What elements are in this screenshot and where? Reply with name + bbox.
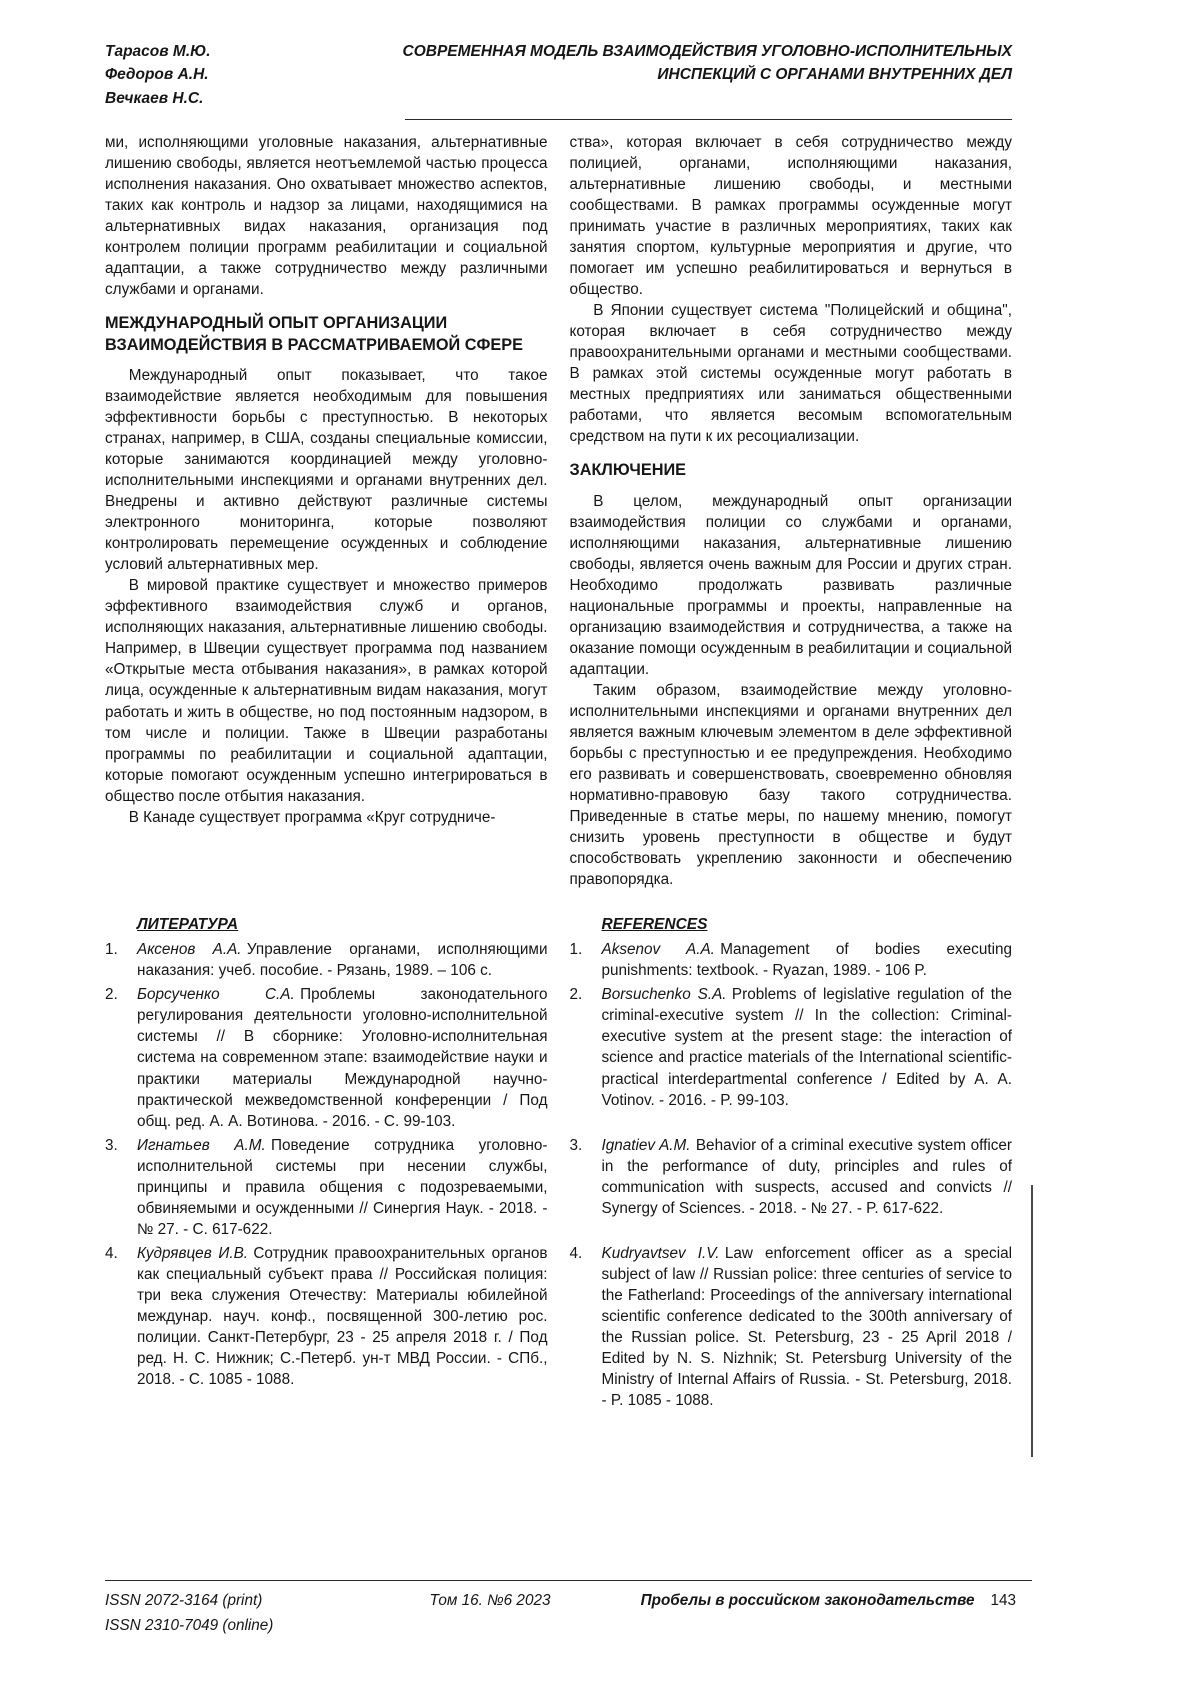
paragraph: В мировой практике существует и множество примеров эффективного взаимодействия служб и органов, исполняющих наказания, альтернативные лишению свободы. Например, в Швеции существует программа под названием «Открытые места отбывания наказания», в рамках которой лица, осужденные к альтернативным видам наказания, могут работать и жить в обществе, но под постоянным надзором, в том числе и полиции. Также в Швеции разработаны программы по реабилитации и социальной адаптации, которые помогают осужденным успешно интегрироваться в общество после отбытия наказания. <box>105 577 548 805</box>
article-title-line: СОВРЕМЕННАЯ МОДЕЛЬ ВЗАИМОДЕЙСТВИЯ УГОЛОВНО-ИСПОЛНИТЕЛЬНЫХ <box>402 43 1012 60</box>
item-author: Игнатьев А.М. <box>137 1136 266 1154</box>
literature-item <box>105 984 548 1131</box>
paragraph: В Японии существует система "Полицейский и община", которая включает в себя сотрудничество между правоохранительными органами и местными сообществами. В рамках этой системы осужденные могут работать в местных предприятиях или заниматься общественными работами, что является весомым вспомогательным средством на пути к их ресоциализации. <box>569 302 1012 446</box>
author-name: Тарасов М.Ю. <box>105 43 211 60</box>
literature-heading: ЛИТЕРАТУРА <box>137 916 239 934</box>
bibliography-row <box>105 1135 1012 1243</box>
page-header <box>105 40 1012 110</box>
references-column <box>570 916 1013 939</box>
journal-name: Пробелы в российском законодательстве <box>640 1592 975 1609</box>
item-citation: Law enforcement officer as a special subject of law // Russian police: three centuries of service to the Fatherland: Proceedings of the anniversary international scientific conference dedicated to the 300th anniversary of the Russian police. St. Petersburg, 23 - 25 April 2018 / Edited by N. S. Nizhnik; St. Petersburg University of the Ministry of Internal Affairs of Russia. - St. Petersburg, 2018. - P. 1085 - 1088. <box>601 1244 1012 1409</box>
footer-rule <box>105 1580 1032 1581</box>
literature-cell <box>105 984 548 1134</box>
reference-item <box>570 1135 1013 1219</box>
reference-item <box>570 984 1013 1110</box>
page-number: 143 <box>990 1592 1016 1609</box>
section-heading-international: МЕЖДУНАРОДНЫЙ ОПЫТ ОРГАНИЗАЦИИ ВЗАИМОДЕЙСТВИЯ В РАССМАТРИВАЕМОЙ СФЕРЕ <box>105 314 523 354</box>
page-footer <box>105 1580 1032 1635</box>
references-cell <box>570 939 1013 984</box>
bibliography-row <box>105 1243 1012 1414</box>
volume-issue: Том 16. №6 2023 <box>429 1592 551 1609</box>
margin-change-bar <box>1031 1185 1033 1457</box>
paragraph: В целом, международный опыт организации взаимодействия полиции со службами и органами, исполняющими наказания, альтернативные лишению свободы, является очень важным для России и других стран. Необходимо продолжать развивать различные национальные программы и проекты, направленные на организацию взаимодействия и сотрудничества, а также на оказание помощи осужденным в реабилитации и социальной адаптации. <box>569 492 1012 678</box>
reference-item <box>570 939 1013 981</box>
item-citation: Management of bodies executing punishments: textbook. - Ryazan, 1989. - 106 P. <box>601 941 1013 980</box>
article-title <box>403 40 1013 87</box>
author-name: Федоров А.Н. <box>105 66 209 84</box>
literature-column <box>105 916 548 939</box>
literature-cell <box>105 1135 548 1243</box>
item-number: 1. <box>569 941 583 959</box>
article-title-line: ИНСПЕКЦИЙ С ОРГАНАМИ ВНУТРЕННИХ ДЕЛ <box>657 66 1012 84</box>
reference-item <box>570 1243 1013 1411</box>
left-column <box>105 132 548 891</box>
literature-item <box>105 1135 548 1240</box>
footer-line-1 <box>105 1592 1032 1610</box>
item-number: 2. <box>569 986 583 1004</box>
journal-name-block <box>605 1592 1016 1610</box>
item-citation: Управление органами, исполняющими наказания: учеб. пособие. - Рязань, 1989. – 106 с. <box>137 941 548 980</box>
item-author: Кудрявцев И.В. <box>137 1244 249 1262</box>
right-column <box>570 132 1013 891</box>
author-name: Вечкаев Н.С. <box>105 89 204 107</box>
item-number: 3. <box>569 1136 583 1154</box>
paragraph: Таким образом, взаимодействие между уголовно-исполнительными инспекциями и органами внутренних дел является важным ключевым элементом в деле эффективной борьбы с преступностью и ее предупреждения. Необходимо его развивать и совершенствовать, своевременно обновляя нормативно-правовую базу такого сотрудничества. Приведенные в статье меры, по нашему мнению, помогут снизить уровень преступности в обществе и будут способствовать укреплению законности и обеспечению правопорядка. <box>569 682 1012 889</box>
item-citation: Problems of legislative regulation of the criminal-executive system // In the collection: Criminal-executive system at the present stage: the interaction of science and practice materials of the International scientific-practical interdepartmental conference / Edited by A. A. Votinov. - 2016. - P. 99-103. <box>601 986 1012 1109</box>
literature-item <box>105 939 548 981</box>
paragraph: Международный опыт показывает, что такое взаимодействие является необходимым для повышения эффективности борьбы с преступностью. В некоторых странах, например, в США, созданы специальные комиссии, которые занимаются координацией между уголовно-исполнительными инспекциями и органами внутренних дел. Внедрены и активно действуют различные системы электронного мониторинга, которые позволяют контролировать перемещение осужденных и соблюдение условий альтернативных мер. <box>105 367 548 574</box>
item-number: 4. <box>569 1244 583 1262</box>
item-citation: Сотрудник правоохранительных органов как специальный субъект права // Российская полиция: три века служения Отечеству: Материалы юбилейной междунар. науч. конф., посвященной 300-летию рос. полиции. Санкт-Петербург, 23 - 25 апреля 2018 г. / Под ред. Н. С. Нижник; С.-Петерб. ун-т МВД России. - СПб., 2018. - С. 1085 - 1088. <box>137 1244 548 1388</box>
item-number: 1. <box>105 941 118 959</box>
item-author: Аксенов А.А. <box>137 941 242 959</box>
section-heading-conclusion: ЗАКЛЮЧЕНИЕ <box>569 461 687 480</box>
item-author: Kudryavtsev I.V. <box>601 1244 720 1262</box>
article-body <box>105 132 1012 891</box>
item-number: 3. <box>105 1136 118 1154</box>
item-author: Борсученко С.А. <box>137 986 295 1004</box>
bibliography-headings-row <box>105 916 1012 939</box>
paragraph: ми, исполняющими уголовные наказания, альтернативные лишению свободы, является неотъемлемой частью процесса исполнения наказания. Оно охватывает множество аспектов, таких как контроль и надзор за лицами, находящимися на альтернативных видах наказания, организация под контролем полиции программ реабилитации и социальной адаптации, а также сотрудничество между различными службами и органами. <box>105 133 548 298</box>
header-rule <box>405 119 1012 120</box>
literature-cell <box>105 939 548 984</box>
item-citation: Поведение сотрудника уголовно-исполнительной системы при несении службы, принципы и правила общения с подозреваемыми, обвиняемыми и осужденными // Синергия Наук. - 2018. - № 27. - С. 617-622. <box>137 1136 548 1238</box>
bibliography-row <box>105 984 1012 1134</box>
authors-block <box>105 40 211 110</box>
literature-item <box>105 1243 548 1390</box>
issn-print: ISSN 2072-3164 (print) <box>105 1592 263 1609</box>
bibliography-section <box>105 916 1012 1414</box>
item-author: Aksenov A.A. <box>601 941 715 959</box>
paragraph: ства», которая включает в себя сотрудничество между полицией, органами, исполняющими наказания, альтернативные лишению свободы, и местными сообществами. В рамках программы осужденные могут принимать участие в различных мероприятиях, таких как занятия спортом, культурные мероприятия и другие, что помогает им успешно реабилитироваться и вернуться в общество. <box>569 133 1012 298</box>
item-number: 4. <box>105 1244 118 1262</box>
item-number: 2. <box>105 986 118 1004</box>
references-cell <box>570 1135 1013 1243</box>
references-heading: REFERENCES <box>601 916 708 934</box>
item-citation: Behavior of a criminal executive system officer in the performance of duty, principles and rules of communication with suspects, accused and convicts // Synergy of Sciences. - 2018. - № 27. - P. 617-622. <box>601 1136 1012 1217</box>
issn-online: ISSN 2310-7049 (online) <box>105 1617 274 1634</box>
bibliography-row <box>105 939 1012 984</box>
references-cell <box>570 1243 1013 1414</box>
references-cell <box>570 984 1013 1134</box>
item-citation: Проблемы законодательного регулирования деятельности уголовно-исполнительной системы // В сборнике: Уголовно-исполнительная система на современном этапе: взаимодействие науки и практики материалы Международной научно-практической межведомственной конференции / Под общ. ред. А. А. Вотинова. - 2016. - С. 99-103. <box>137 986 548 1130</box>
item-author: Borsuchenko S.A. <box>601 986 727 1004</box>
paragraph: В Канаде существует программа «Круг сотрудниче- <box>128 808 496 826</box>
item-author: Ignatiev A.M. <box>601 1136 691 1154</box>
literature-cell <box>105 1243 548 1414</box>
